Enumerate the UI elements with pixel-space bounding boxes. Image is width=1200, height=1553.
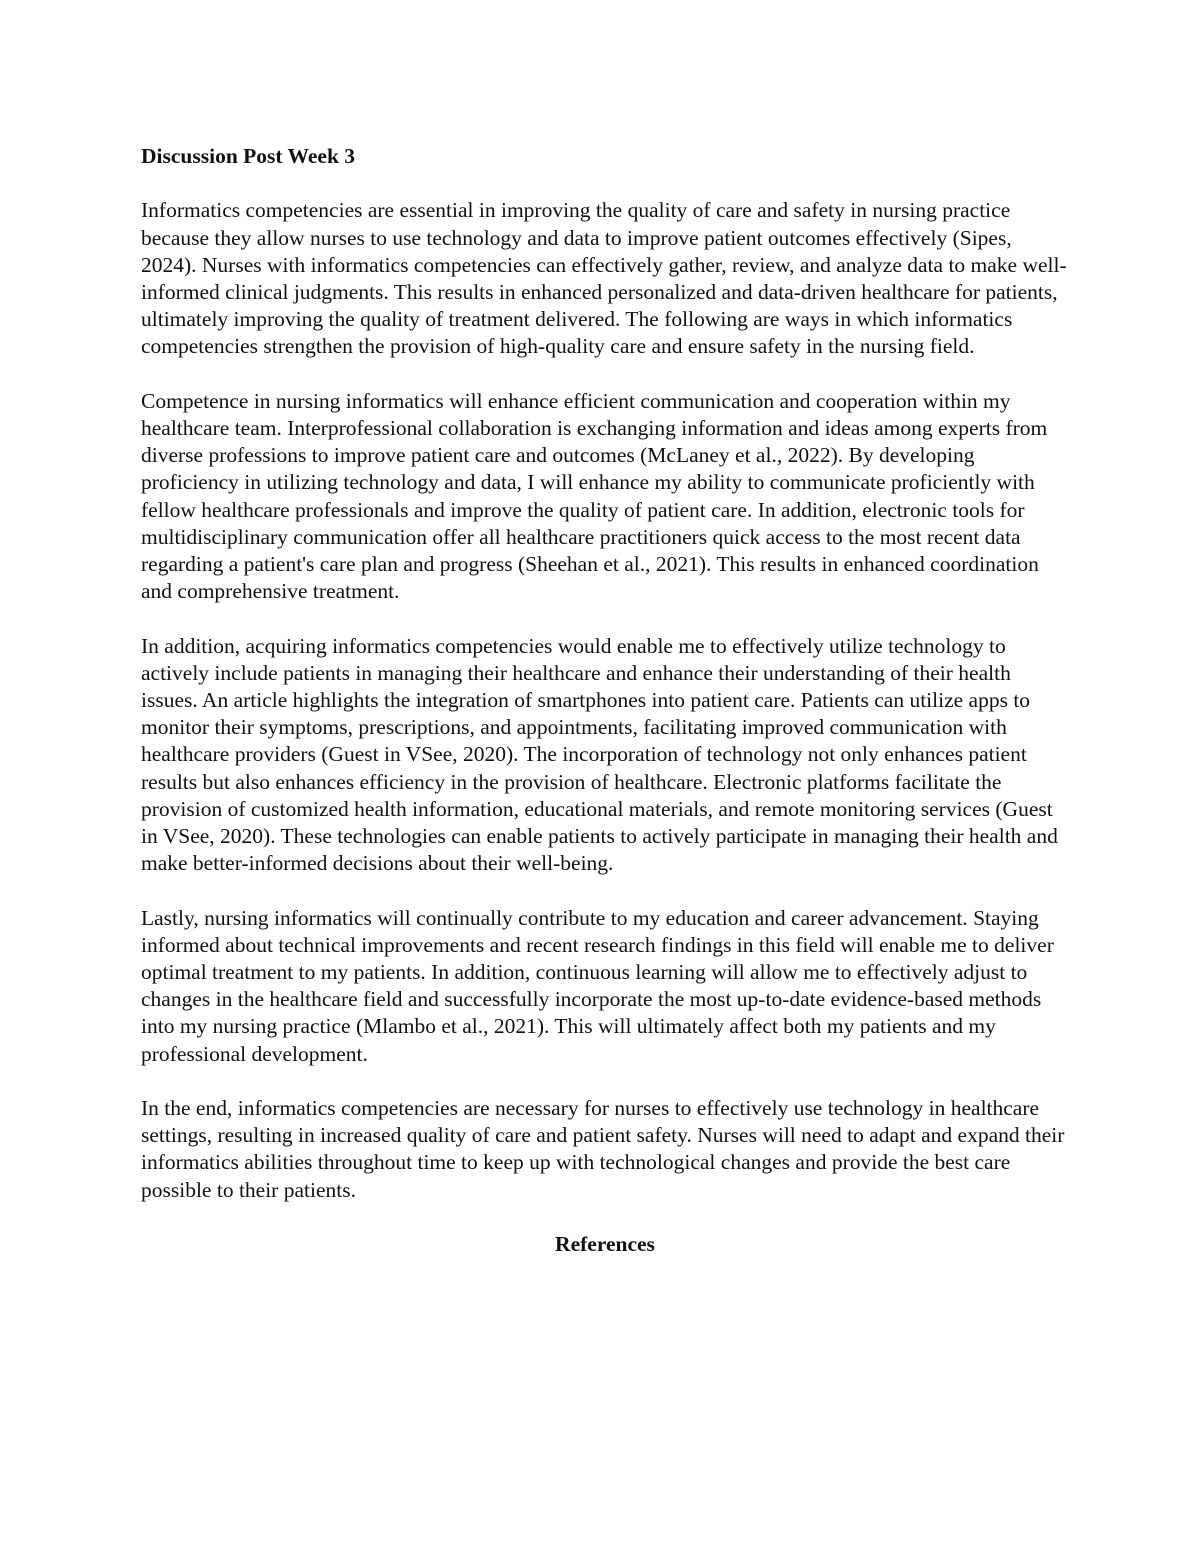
paragraph-conclusion: In the end, informatics competencies are necessary for nurses to effectively use technology in healthcare settings, resulting in increased quality of care and patient safety. Nurses will need to adapt and expand their informatics abilities throughout time to keep up with technological changes and provide the best care possible to their patients. xyxy=(141,1096,1065,1202)
paragraph-patient-engagement: In addition, acquiring informatics competencies would enable me to effectively utilize technology to actively include patients in managing their healthcare and enhance their understanding of their health issues. An article highlights the integration of smartphones into patient care. Patients can utilize apps to monitor their symptoms, prescriptions, and appointments, facilitating improved communication with healthcare providers (Guest in VSee, 2020). The incorporation of technology not only enhances patient results but also enhances efficiency in the provision of healthcare. Electronic platforms facilitate the provision of customized health information, educational materials, and remote monitoring services (Guest in VSee, 2020). These technologies can enable patients to actively participate in managing their health and make better-informed decisions about their well-being. xyxy=(141,633,1058,876)
paragraph-education: Lastly, nursing informatics will continually contribute to my education and career advancement. Staying informed about technical improvements and recent research findings in this field will enable me to deliver optimal treatment to my patients. In addition, continuous learning will allow me to effectively adjust to changes in the healthcare field and successfully incorporate the most up-to-date evidence-based methods into my nursing practice (Mlambo et al., 2021). This will ultimately affect both my patients and my professional development. xyxy=(141,905,1054,1066)
paragraph-intro: Informatics competencies are essential in improving the quality of care and safety in nursing practice because they allow nurses to use technology and data to improve patient outcomes effectively (Sipes, 2024). Nurses with informatics competencies can effectively gather, review, and analyze data to make well-informed clinical judgments. This results in enhanced personalized and data-driven healthcare for patients, ultimately improving the quality of treatment delivered. The following are ways in which informatics competencies strengthen the provision of high-quality care and ensure safety in the nursing field. xyxy=(141,198,1067,359)
document-body xyxy=(141,143,1069,1258)
document-title: Discussion Post Week 3 xyxy=(141,144,356,168)
references-heading: References xyxy=(555,1232,655,1257)
paragraph-communication: Competence in nursing informatics will enhance efficient communication and cooperation within my healthcare team. Interprofessional collaboration is exchanging information and ideas among experts from diverse professions to improve patient care and outcomes (McLaney et al., 2022). By developing proficiency in utilizing technology and data, I will enhance my ability to communicate proficiently with fellow healthcare professionals and improve the quality of patient care. In addition, electronic tools for multidisciplinary communication offer all healthcare practitioners quick access to the most recent data regarding a patient's care plan and progress (Sheehan et al., 2021). This results in enhanced coordination and comprehensive treatment. xyxy=(141,388,1048,604)
